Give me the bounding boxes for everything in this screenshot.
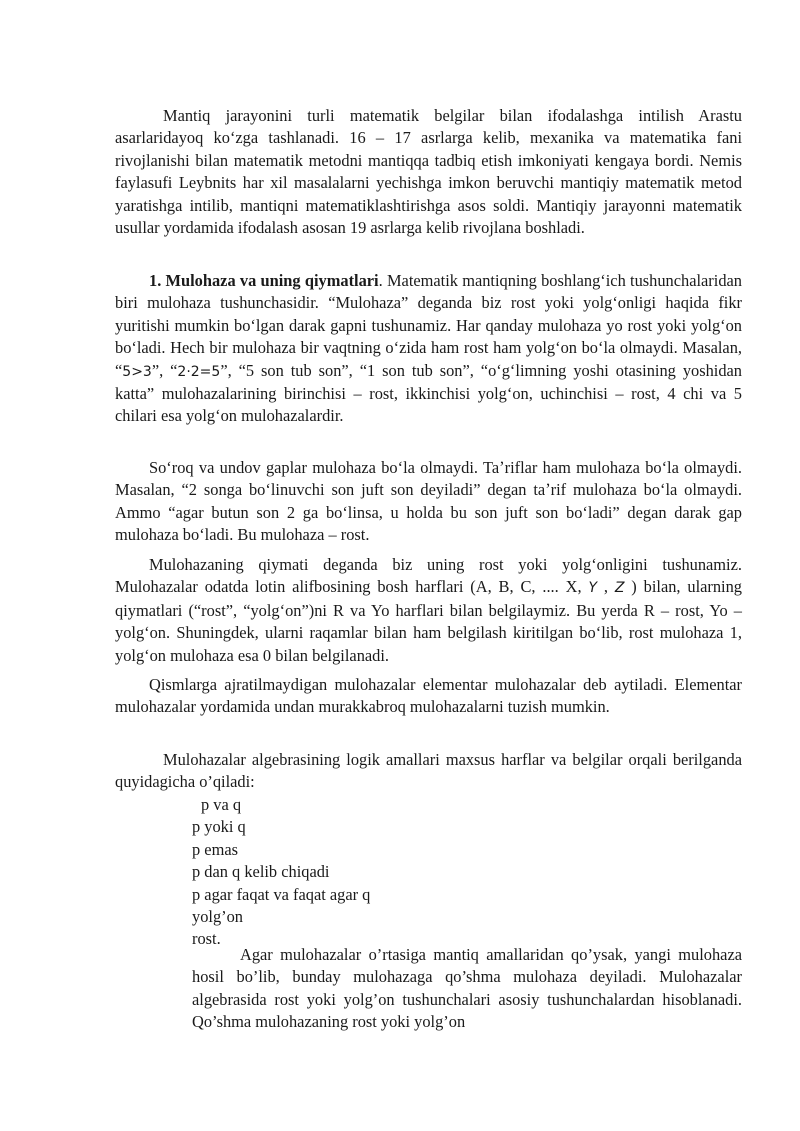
values-text-a: Mulohazaning qiymati deganda biz uning rost yoki yolgʻonligini tushunamiz. Mulohazalar odatda lotin alifbosining bosh harflari (A, B, C, .... X, <box>115 555 742 597</box>
values-text-b: ) bilan, ularning qiymatlari (“rost”, “yolgʻon”)ni R va Yo harflari bilan belgilaymiz. Bu yerda R – rost, Yo – yolgʻon. Shuningdek, ularni raqamlar bilan ham belgilash kiritilgan boʻlib, rost mulohaza 1, yolgʻon mulohaza esa 0 bilan belgilanadi. <box>115 577 743 665</box>
list-item: p emas <box>192 839 238 859</box>
paragraph-values <box>115 554 742 667</box>
list-item: rost. <box>192 929 221 949</box>
list-item: p agar faqat va faqat agar q <box>192 884 371 904</box>
section-heading: 1. Mulohaza va uning qiymatlari <box>149 271 379 290</box>
paragraph-compound: Agar mulohazalar o’rtasiga mantiq amallaridan qo’ysak, yangi mulohaza hosil bo’lib, bunday mulohazaga qo’shma mulohaza deyiladi. Mulohazalar algebrasida rost yoki yolg’on tushunchalari asosiy tushunchalardan hisoblanadi. Qo’shma mulohazaning rost yoki yolg’on <box>192 945 742 1032</box>
variable-y: Y <box>588 580 597 597</box>
list-item: yolg’on <box>192 906 243 926</box>
variable-separator: , <box>597 577 615 597</box>
section-text-a: . Matematik mantiqning boshlangʻich tushunchalaridan biri mulohaza tushunchasidir. “Mulohaza” deganda biz rost yoki yolgʻonligi haqida fikr yuritishi mumkin boʻlgan darak gapni tushunamiz. Har qanday mulohaza yo rost yoki yolgʻon boʻladi. Hech bir mulohaza bir vaqtning oʻzida ham rost ham yolgʻon boʻla olmaydi. Masalan, “ <box>115 271 742 380</box>
list-item: p dan q kelib chiqadi <box>192 862 330 882</box>
math-example-1: 5>3 <box>122 363 152 380</box>
section-text-c: ”, “5 son tub son”, “1 son tub son”, “oʻgʻlimning yoshi otasining yoshidan katta” mulohazalarining birinchisi – rost, ikkinchisi yolgʻon, uchinchisi – rost, 4 chi va 5 chilari esa yolgʻon mulohazalardir. <box>115 360 742 426</box>
operations-list <box>192 794 370 951</box>
section-text-b: ”, “ <box>151 360 178 380</box>
paragraph-questions: Soʻroq va undov gaplar mulohaza boʻla olmaydi. Taʼriflar ham mulohaza boʻla olmaydi. Masalan, “2 songa boʻlinuvchi son juft son deyiladi” degan taʼrif mulohaza boʻla olmaydi. Ammo “agar butun son 2 ga boʻlinsa, u holda bu son juft son boʻladi” degan darak gap mulohaza boʻladi. Bu mulohaza – rost. <box>115 458 742 545</box>
variable-z: Z <box>614 580 625 597</box>
paragraph-elementary: Qismlarga ajratilmaydigan mulohazalar elementar mulohazalar deb aytiladi. Elementar mulohazalar yordamida undan murakkabroq mulohazalarni tuzish mumkin. <box>115 675 742 717</box>
math-example-2: 2·2=5 <box>177 363 221 380</box>
paragraph-operations-intro: Mulohazalar algebrasining logik amallari maxsus harflar va belgilar orqali berilganda quyidagicha o’qiladi: <box>115 750 742 792</box>
list-item: p yoki q <box>192 817 246 837</box>
list-item: p va q <box>201 795 242 814</box>
paragraph-history: Mantiq jarayonini turli matematik belgilar bilan ifodalashga intilish Arastu asarlaridayoq koʻzga tashlanadi. 16 – 17 asrlarga kelib, mexanika va matematika fani rivojlanishi bilan matematik metodni mantiqqa tadbiq etish imkoniyati kengaya bordi. Nemis faylasufi Leybnits har xil masalalarni yechishga imkon beruvchi mantiqiy matematik metod yaratishga intilib, mantiqni matematiklashtirishga asos soldi. Mantiqiy jarayonni matematik usullar yordamida ifodalash asosan 19 asrlarga kelib rivojlana boshladi. <box>115 106 742 238</box>
paragraph-section-1 <box>115 270 742 428</box>
